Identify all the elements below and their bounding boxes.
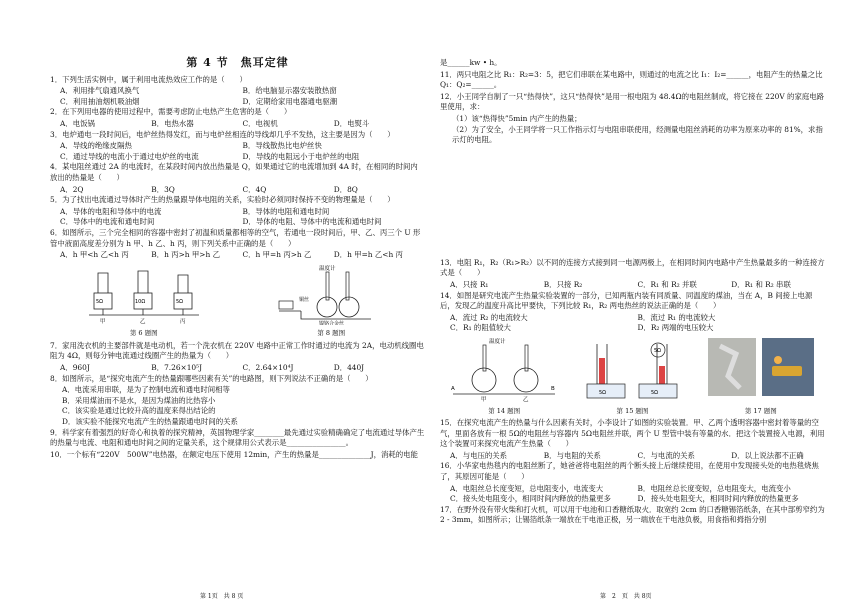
option: D．440J	[333, 363, 365, 373]
question-14-options	[440, 313, 825, 334]
option: C．电视机	[242, 118, 278, 128]
option: A．电饭锅	[60, 118, 95, 128]
page-footer: 第 1页 共 8 页	[200, 593, 244, 600]
question-16: 16．小华家电热毯内的电阻丝断了，她爸爸将电阻丝的两个断头接上后继续使用，在使用中发现接头处的电热毯烧焦了，其原因可能是（ ）	[440, 461, 819, 482]
question-13-options	[440, 280, 825, 291]
right-page	[440, 0, 825, 608]
option: D．8Q	[333, 184, 358, 194]
answer-space	[440, 146, 825, 258]
fig8-label-copper: 铜丝	[299, 296, 310, 303]
option: D．接头处电阻变大，相同时间内释放的热量更多	[637, 494, 799, 504]
figure-row-14-17	[440, 336, 825, 416]
option: D．R₁ 和 R₂ 串联	[731, 279, 791, 289]
option: A．导体的电阻和导体中的电流	[60, 206, 162, 216]
question-13: 13．电阻 R₁，R₂（R₁>R₂）以不同的连接方式接到同一电源两极上，在相同时间内电路中产生热量最多的一种连接方式是（ ）	[440, 257, 825, 278]
question-12: 12．小王同学自制了一只“热得快”，这只“热得快”是用一根电阻为 48.4Ω的电阻丝制成，将它接在 220V 的家庭电路里使用，求：	[440, 91, 825, 112]
fig14-label-jia: 甲	[481, 396, 487, 402]
question-17: 17．在野外没有带火柴和打火机，可以用干电池和口香糖纸取火．取宽约 2cm 的口香糖锡箔纸条，在其中部剪窄约为 2 - 3mm，如图所示；让锡箔纸条一端放在干电池正极，另一端放在干电池负极，用食指和拇指分别	[440, 504, 825, 525]
fig6-label-a: 5Ω	[95, 298, 103, 305]
question-5-options	[50, 207, 425, 228]
figure-15-caption: 第 15 题图	[616, 406, 649, 415]
fig6-label-bing: 丙	[179, 318, 186, 325]
option: A．与电压的关系	[450, 450, 508, 460]
fig15-label-r1: 5Ω	[599, 389, 607, 396]
question-12-subparts	[440, 114, 825, 146]
option: C．与电流的关系	[637, 450, 695, 460]
option: C．R₁ 和 R₂ 并联	[637, 279, 697, 289]
option: D．导线的电阻远小于电炉丝的电阻	[242, 151, 360, 161]
figure-17-caption: 第 17 题图	[744, 406, 777, 415]
question-4-options	[50, 185, 425, 196]
option: D．该实验不能探究电流产生的热量跟通电时间的关系	[62, 417, 238, 427]
fig14-label-b: B	[551, 385, 555, 392]
option: B．采用煤油而不是水，是因为煤油的比热容小	[62, 395, 216, 405]
option: C．接头处电阻变小，相同时间内释放的热量更多	[450, 494, 611, 504]
fig14-label-thermo: 温度计	[489, 338, 506, 345]
figure-14	[449, 336, 559, 416]
question-1-options	[50, 86, 425, 107]
option: A．电流采用串联，是为了控制电流和通电时间相等	[62, 385, 230, 395]
fig15-label-r3: 5Ω	[654, 347, 662, 354]
question-3: 3．电炉通电一段时间后，电炉丝热得发红，而与电炉丝相连的导线却几乎不发热，这主要是因为（ ）	[50, 129, 395, 139]
fig6-label-c: 5Ω	[175, 298, 183, 305]
figure-15	[577, 336, 687, 416]
question-2-options	[50, 119, 425, 130]
figure-8	[271, 263, 391, 339]
option: B．给电脑显示器安装散热窗	[242, 86, 337, 96]
option: D．导体的电阻、导体中的电流和通电时间	[242, 217, 382, 227]
left-page	[50, 0, 425, 608]
option: A．利用排气扇通风换气	[60, 86, 140, 96]
option: B．与电阻的关系	[543, 450, 601, 460]
question-14: 14．如图是研究电流产生热量实验装置的一部分，已知两瓶内装有同质量、同温度的煤油，当在 A，B 间接上电源后，发现乙的温度升高比甲要快，下列比较 R₁，R₂ 两电热丝的说法正确的是（ ）	[440, 290, 813, 311]
fig14-label-a: A	[451, 385, 455, 392]
option: B．导线散热比电炉丝快	[242, 141, 322, 151]
option: A．流过 R₂ 的电流较大	[450, 312, 528, 322]
option: A．导线的绝缘皮隔热	[60, 141, 132, 151]
fig6-label-b: 10Ω	[134, 298, 145, 305]
question-8: 8．如图所示，是“探究电流产生的热量跟哪些因素有关”的电路图，则下列说法不正确的是（ ）	[50, 373, 373, 383]
option: C．利用抽油烟机吸油烟	[60, 96, 140, 106]
figure-6-caption: 第 6 题图	[129, 329, 158, 338]
question-5: 5．为了找出电流通过导体时产生的热量跟导体电阻的关系，实验时必须同时保持不变的物理量是（ ）	[50, 195, 395, 205]
option: C．4Q	[242, 184, 267, 194]
option: A．2Q	[60, 184, 84, 194]
question-1: 1．下列生活实例中，属于利用电流热效应工作的是（ ）	[50, 74, 247, 84]
page-title: 第 4 节 焦耳定律	[186, 56, 289, 69]
figure-8-caption: 第 8 题图	[317, 329, 346, 338]
figure-15-diagram	[577, 336, 687, 402]
option: C．该实验是通过比较升高的温度来得出结论的	[62, 406, 216, 416]
option: C．2.64×10⁴J	[242, 363, 294, 373]
question-7: 7．家用洗衣机的主要部件就是电动机，若一个洗衣机在 220V 电路中正常工作时通过的电流为 2A，电动机线圈电阻为 4Ω，则每分钟电流通过线圈产生的热量为（ ）	[50, 340, 424, 361]
option: B．流过 R₁ 的电流较大	[637, 312, 716, 322]
fig15-label-r2: 5Ω	[651, 389, 659, 396]
option: C．R₁ 的阻值较大	[450, 323, 511, 333]
option: A．电阻丝总长度变短，总电阻变小，电流变大	[450, 483, 604, 493]
question-4: 4．某电阻丝通过 2A 的电流时，在某段时间内放出热量是 Q，如果通过它的电流增加到 4A 时，在相同的时间内放出的热量是（ ）	[50, 162, 418, 182]
question-10-continued: 是______kw • h。	[440, 58, 502, 67]
question-9: 9．科学家有着强烈的好奇心和执着的探究精神，英国物理学家________最先通过实验精确确定了电流通过导体产生的热量与电流、电阻和通电时间之间的定量关系，这个规律用公式表示是________________。	[50, 427, 425, 448]
option: D．R₂ 两端的电压较大	[637, 323, 714, 333]
option: D．以上说法都不正确	[731, 450, 804, 460]
subpart: （2）为了安全，小王同学将一只工作指示灯与电阻串联使用，经测量电阻丝消耗的功率为原来功率的 81%，求指示灯的电阻。	[452, 124, 823, 145]
option: A．960J	[60, 363, 90, 373]
fig8-label-thermo: 温度计	[319, 265, 336, 272]
option: A．只接 R₁	[450, 279, 489, 289]
figure-17-photo	[706, 336, 816, 402]
question-2: 2．在下列用电器的使用过程中，需要考虑防止电热产生危害的是（ ）	[50, 107, 292, 117]
question-6: 6．如图所示，三个完全相同的容器中密封了初温和质量都相等的空气，若通电一段时间后，甲、乙、丙三个 U 形管中液面高度差分别为 h 甲、h 乙、h 丙，则下列关系中正确的是（ ）	[50, 227, 421, 248]
subpart: （1）该“热得快”5min 内产生的热量；	[452, 113, 582, 123]
option: B．7.26×10⁵J	[151, 363, 203, 373]
option: B．电阻丝总长度变短，总电阻变大，电流变小	[637, 483, 791, 493]
figure-6-diagram	[84, 263, 204, 325]
fig6-label-yi: 乙	[139, 318, 146, 325]
question-6-options	[50, 250, 425, 261]
figure-8-diagram	[271, 263, 391, 325]
figure-14-diagram	[449, 336, 559, 402]
option: B．电热水器	[151, 118, 194, 128]
fig6-label-jia: 甲	[99, 318, 106, 325]
option: D．电熨斗	[333, 118, 370, 128]
option: C．通过导线的电流小于通过电炉丝的电流	[60, 151, 199, 161]
option: A．h 甲<h 乙<h 丙	[60, 250, 129, 260]
option: C．h 甲=h 丙>h 乙	[242, 250, 312, 260]
figure-14-caption: 第 14 题图	[488, 406, 521, 415]
question-10: 10．一个标有“220V 500W”电热器，在额定电压下使用 12min，产生的热量是______________J，消耗的电能	[50, 449, 418, 459]
option: D．定期给家用电器通电驱潮	[242, 96, 338, 106]
figure-6	[84, 263, 204, 339]
option: D．h 甲=h 乙<h 丙	[333, 250, 403, 260]
option: B．h 丙>h 甲>h 乙	[151, 250, 220, 260]
question-15: 15．在探究电流产生的热量与什么因素有关时，小李设计了如图的实验装置．甲、乙两个透明容器中密封着等量的空气，里面各放有一根 5Ω的电阻丝与容器内 5Ω电阻丝并联，两个 U 型管中装有等量的水．把这个装置接入电源，利用这个装置可来探究电流产生热量（ ）	[440, 418, 825, 449]
fig8-label-nickel: 镍铬合金丝	[319, 320, 345, 325]
option: B．只接 R₂	[543, 279, 583, 289]
option: B．导体的电阻和通电时间	[242, 206, 330, 216]
question-8-options	[50, 385, 425, 427]
question-7-options	[50, 363, 425, 374]
page-footer: 第 2 页 共 8页	[600, 593, 652, 600]
fig14-label-yi: 乙	[523, 396, 529, 402]
figure-17	[706, 336, 816, 416]
question-16-options	[440, 484, 825, 505]
option: B．3Q	[151, 184, 175, 194]
question-3-options	[50, 141, 425, 162]
figure-row-6-8	[50, 263, 425, 339]
question-11: 11．两只电阻之比 R₁：R₂=3：5，把它们串联在某电路中，则通过的电流之比 I₁：I₂=______，电阻产生的热量之比 Q₁：Q₂=______。	[440, 69, 823, 90]
option: C．导体中的电流和通电时间	[60, 217, 155, 227]
question-15-options	[440, 451, 825, 462]
